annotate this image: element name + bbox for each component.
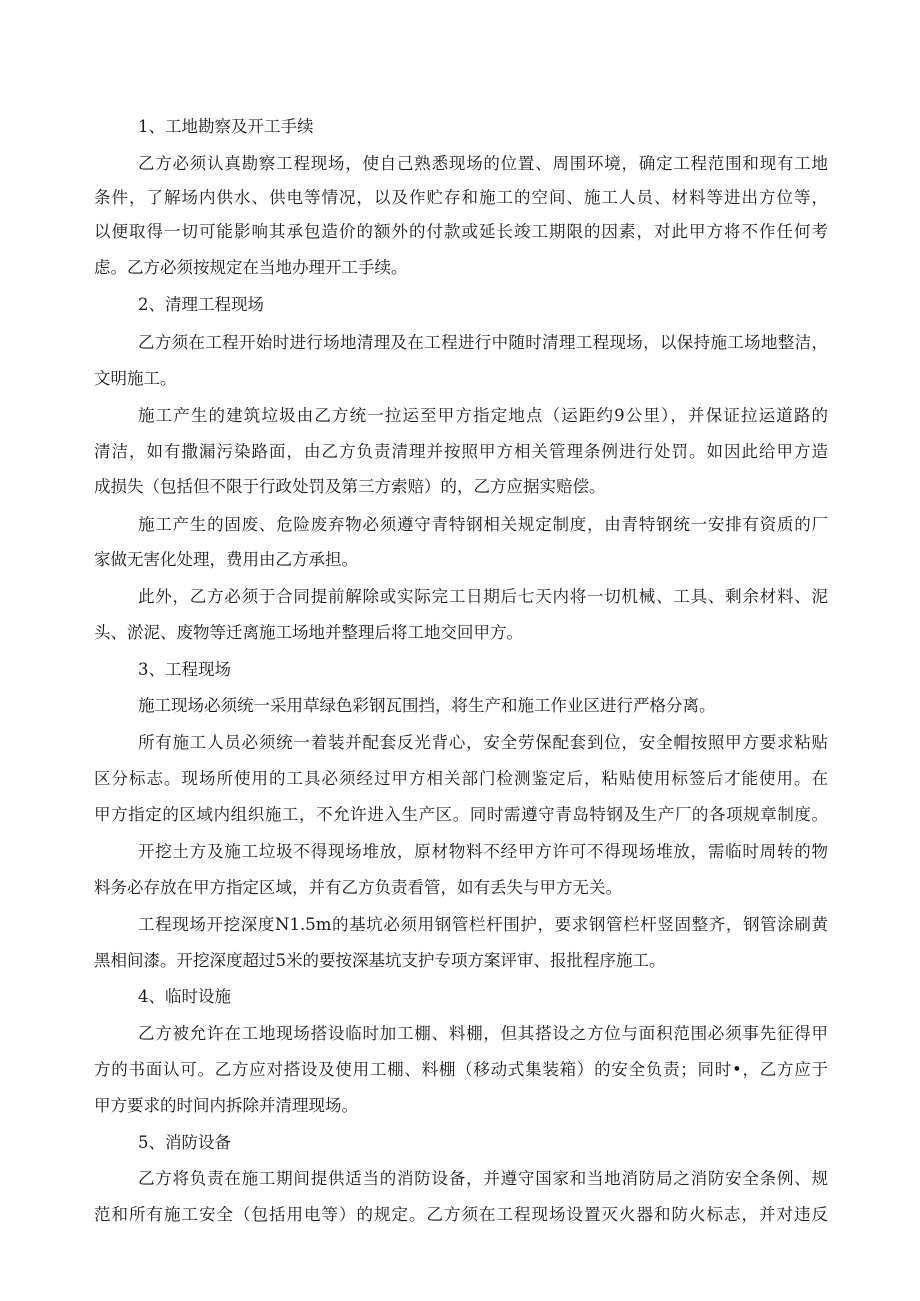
paragraph-line: 乙方必须认真勘察工程现场，使自己熟悉现场的位置、周围环境，确定工程范围和现有工地	[138, 154, 828, 173]
paragraph-line: 料务必存放在甲方指定区域，并有乙方负责看管，如有丢失与甲方无关。	[94, 878, 622, 897]
paragraph-line: 区分标志。现场所使用的工具必须经过甲方相关部门检测鉴定后，粘贴使用标签后才能使用。在	[94, 769, 828, 788]
heading-site-cleanup: 2、清理工程现场	[138, 295, 264, 314]
paragraph-line: 施工产生的建筑垃圾由乙方统一拉运至甲方指定地点（运距约9公里），并保证拉运道路的	[138, 406, 828, 425]
heading-site-survey: 1、工地勘察及开工手续	[138, 117, 314, 136]
paragraph-line: 头、淤泥、废物等迁离施工场地并整理后将工地交回甲方。	[94, 623, 523, 642]
paragraph-line: 乙方被允许在工地现场搭设临时加工棚、料棚，但其搭设之方位与面积范围必须事先征得甲	[138, 1024, 828, 1043]
paragraph-line: 成损失（包括但不限于行政处罚及第三方索赔）的，乙方应据实赔偿。	[94, 477, 606, 496]
paragraph-line: 方的书面认可。乙方应对搭设及使用工棚、料棚（移动式集装箱）的安全负责；同时•，乙方应于	[94, 1060, 828, 1079]
paragraph-line: 乙方须在工程开始时进行场地清理及在工程进行中随时清理工程现场，以保持施工场地整洁，	[138, 333, 828, 352]
heading-temporary-facilities: 4、临时设施	[138, 987, 231, 1006]
paragraph-line: 范和所有施工安全（包括用电等）的规定。乙方须在工程现场设置灭火器和防火标志，并对违反	[94, 1205, 828, 1224]
paragraph-line: 条件，了解场内供水、供电等情况，以及作贮存和施工的空间、施工人员、材料等进出方位等，	[94, 188, 828, 207]
paragraph-line: 工程现场开挖深度N1.5m的基坑必须用钢管栏杆围护，要求钢管栏杆竖固整齐，钢管涂刷黄	[138, 915, 828, 934]
paragraph-line: 清洁，如有撒漏污染路面，由乙方负责清理并按照甲方相关管理条例进行处罚。如因此给甲方造	[94, 442, 828, 461]
paragraph-line: 开挖土方及施工垃圾不得现场堆放，原材物料不经甲方许可不得现场堆放，需临时周转的物	[138, 842, 828, 861]
paragraph-line: 甲方要求的时间内拆除并清理现场。	[94, 1096, 358, 1115]
paragraph-line: 乙方将负责在施工期间提供适当的消防设备，并遵守国家和当地消防局之消防安全条例、规	[138, 1169, 828, 1188]
paragraph-line: 此外，乙方必须于合同提前解除或实际完工日期后七天内将一切机械、工具、剩余材料、泥	[138, 587, 828, 606]
heading-fire-equipment: 5、消防设备	[138, 1133, 231, 1152]
paragraph-line: 所有施工人员必须统一着装并配套反光背心，安全劳保配套到位，安全帽按照甲方要求粘贴	[138, 733, 828, 752]
paragraph-line: 黑相间漆。开挖深度超过5米的要按深基坑支护专项方案评审、报批程序施工。	[94, 951, 666, 970]
paragraph-line: 施工现场必须统一采用草绿色彩钢瓦围挡，将生产和施工作业区进行严格分离。	[138, 696, 716, 715]
paragraph-line: 施工产生的固废、危险废弃物必须遵守青特钢相关规定制度，由青特钢统一安排有资质的厂	[138, 515, 828, 534]
heading-site: 3、工程现场	[138, 660, 231, 679]
paragraph-line: 虑。乙方必须按规定在当地办理开工手续。	[94, 258, 408, 277]
paragraph-line: 以便取得一切可能影响其承包造价的额外的付款或延长竣工期限的因素，对此甲方将不作任何考	[94, 222, 828, 241]
paragraph-line: 家做无害化处理，费用由乙方承担。	[94, 550, 358, 569]
paragraph-line: 文明施工。	[94, 369, 177, 388]
paragraph-line: 甲方指定的区域内组织施工，不允许进入生产区。同时需遵守青岛特钢及生产厂的各项规章制度。	[94, 805, 828, 824]
